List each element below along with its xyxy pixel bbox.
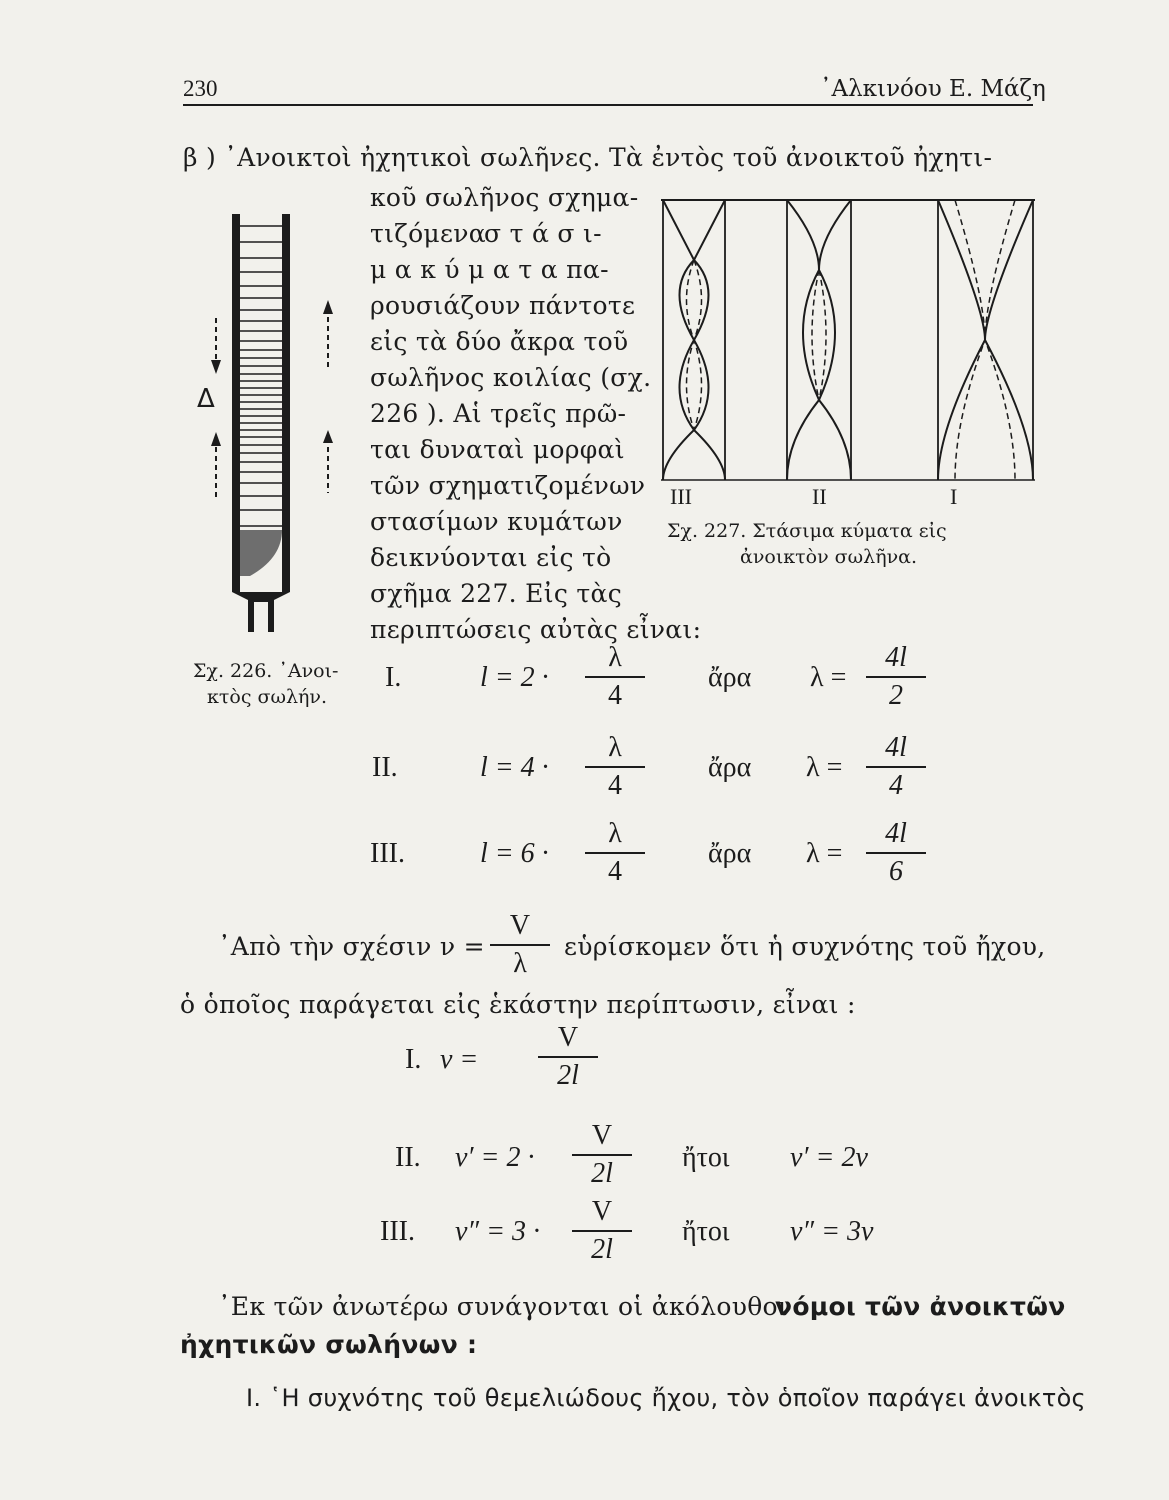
formula-fraction: $\frac{\lambda}{4}$ [585, 732, 645, 802]
intro-line: τιζόμενα [370, 219, 486, 248]
figure-227-standing-waves [655, 190, 1040, 490]
formula-v-fraction: $\frac{V}{2l}$ [572, 1120, 632, 1190]
figure-227-caption: ἀνοικτὸν σωλῆνα. [740, 546, 917, 568]
formula-v-lhs: ν″ = 3 · [455, 1216, 540, 1247]
figure-227-label: II [812, 484, 827, 509]
figure-226-caption: Σχ. 226. ᾿Ανοι- [193, 660, 339, 682]
intro-line-1: β ) ᾿Ανοικτοὶ ἠχητικοὶ σωλῆνες. Τὰ ἐντὸς τοῦ ἀνοικτοῦ ἠχητι- [183, 143, 993, 172]
formula-result-lhs: λ = [806, 752, 843, 783]
intro-line: περιπτώσεις αὐτὰς εἶναι: [370, 615, 702, 644]
figure-226-open-pipe [190, 208, 350, 638]
formula-roman: I. [385, 662, 402, 693]
relation-line-2: ὁ ὁποῖος παράγεται εἰς ἑκάστην περίπτωσιν, εἶναι : [180, 990, 856, 1019]
running-title: ᾿Αλκινόου Ε. Μάζη [820, 76, 1046, 102]
intro-line: σχῆμα 227. Εἰς τὰς [370, 579, 622, 608]
formula-v-etoi: ἤτοι [682, 1142, 730, 1173]
intro-line: ται δυναταὶ μορφαὶ [370, 435, 625, 464]
intro-line: εἰς τὰ δύο ἄκρα τοῦ [370, 327, 629, 356]
formula-result-fraction: $\frac{4l}{6}$ [866, 818, 926, 888]
formula-roman: III. [370, 838, 405, 869]
intro-line: στασίμων κυμάτων [370, 507, 623, 536]
conclusion-pre: ᾿Εκ τῶν ἀνωτέρω συνάγονται οἱ ἀκόλουθοι [218, 1292, 789, 1321]
formula-v-lhs: ν = [440, 1044, 479, 1075]
relation-text-pre: ᾿Απὸ τὴν σχέσιν ν = [218, 932, 485, 961]
formula-v-etoi: ἤτοι [682, 1216, 730, 1247]
formula-fraction: $\frac{\lambda}{4}$ [585, 642, 645, 712]
formula-ara: ἄρα [708, 838, 752, 869]
intro-line: ρουσιάζουν πάντοτε [370, 291, 636, 320]
delta-label: Δ [197, 384, 215, 414]
formula-v-fraction: $\frac{V}{2l}$ [572, 1196, 632, 1266]
formula-result-fraction: $\frac{4l}{2}$ [866, 642, 926, 712]
figure-227-label: III [670, 484, 692, 509]
header-rule [183, 104, 1033, 106]
figure-226-caption: κτὸς σωλήν. [207, 686, 327, 708]
relation-fraction: $\frac{V}{\lambda}$ [490, 910, 550, 980]
formula-ara: ἄρα [708, 662, 752, 693]
formula-v-result: ν′ = 2ν [790, 1142, 868, 1173]
intro-line: κοῦ σωλῆνος σχημα- [370, 183, 639, 212]
formula-lhs: l = 2 · [480, 662, 549, 693]
formula-lhs: l = 6 · [480, 838, 549, 869]
formula-result-lhs: λ = [810, 662, 847, 693]
law-1-text: Ι. ῾Η συχνότης τοῦ θεμελιώδους ἤχου, τὸν ὁποῖον παράγει ἀνοικτὸς [246, 1384, 1086, 1412]
figure-227-label: I [950, 484, 958, 509]
formula-v-roman: I. [405, 1044, 422, 1075]
formula-lhs: l = 4 · [480, 752, 549, 783]
formula-v-lhs: ν′ = 2 · [455, 1142, 535, 1173]
intro-line: δεικνύονται εἰς τὸ [370, 543, 612, 572]
formula-v-roman: III. [380, 1216, 415, 1247]
formula-roman: II. [372, 752, 398, 783]
conclusion-bold: ἠχητικῶν σωλήνων : [180, 1330, 478, 1359]
formula-result-fraction: $\frac{4l}{4}$ [866, 732, 926, 802]
intro-line: τῶν σχηματιζομένων [370, 471, 646, 500]
intro-line: σωλῆνος κοιλίας (σχ. [370, 363, 652, 392]
formula-fraction: $\frac{\lambda}{4}$ [585, 818, 645, 888]
conclusion-bold: νόμοι τῶν ἀνοικτῶν [775, 1292, 1066, 1321]
intro-line: μ α κ ύ μ α τ α πα- [370, 255, 609, 284]
page-number: 230 [183, 76, 218, 101]
relation-text-post: εὑρίσκομεν ὅτι ἡ συχνότης τοῦ ἤχου, [564, 932, 1046, 961]
formula-result-lhs: λ = [806, 838, 843, 869]
intro-line: 226 ). Αἱ τρεῖς πρῶ- [370, 399, 627, 428]
formula-v-result: ν″ = 3ν [790, 1216, 874, 1247]
formula-v-fraction: $\frac{V}{2l}$ [538, 1022, 598, 1092]
formula-v-roman: II. [395, 1142, 421, 1173]
figure-227-caption: Σχ. 227. Στάσιμα κύματα εἰς [667, 520, 947, 542]
formula-ara: ἄρα [708, 752, 752, 783]
intro-spaced-word: σ τ ά σ ι- [484, 219, 602, 248]
